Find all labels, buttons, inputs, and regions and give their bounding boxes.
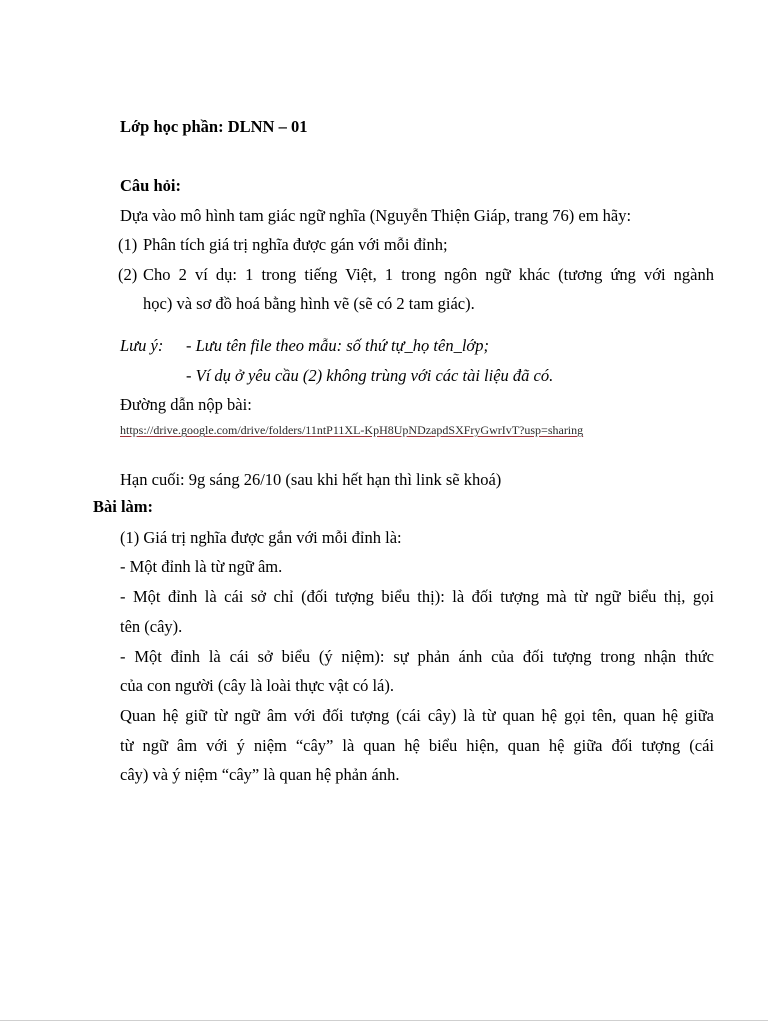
task-1-text: Phân tích giá trị nghĩa được gán với mỗi đỉnh; (143, 235, 448, 254)
class-title: Lớp học phần: DLNN – 01 (120, 117, 308, 136)
task-1-number: (1) (118, 235, 138, 254)
note-label: Lưu ý: (120, 336, 164, 355)
submit-label: Đường dẫn nộp bài: (120, 395, 252, 414)
answer-line: tên (cây). (120, 617, 183, 636)
answer-line: - Một đỉnh là cái sở chỉ (đối tượng biểu thị): là đối tượng mà từ ngữ biểu thị, gọi (120, 587, 714, 606)
note-item-2: - Ví dụ ở yêu cầu (2) không trùng với các tài liệu đã có. (186, 366, 554, 385)
page-bottom-divider (0, 1020, 768, 1021)
question-intro: Dựa vào mô hình tam giác ngữ nghĩa (Nguyễn Thiện Giáp, trang 76) em hãy: (120, 206, 632, 225)
submit-link[interactable]: https://drive.google.com/drive/folders/11ntP11XL-KpH8UpNDzapdSXFryGwrIvT?usp=sharing (120, 423, 584, 437)
question-heading: Câu hỏi: (120, 176, 181, 195)
answer-line: - Một đỉnh là cái sở biểu (ý niệm): sự phản ánh của đối tượng trong nhận thức (120, 647, 714, 666)
answer-intro: (1) Giá trị nghĩa được gắn với mỗi đỉnh là: (120, 528, 402, 547)
answer-line: từ ngữ âm với ý niệm “cây” là quan hệ biểu hiện, quan hệ giữa đối tượng (cái (120, 736, 714, 755)
answer-line: của con người (cây là loài thực vật có lá). (120, 676, 394, 695)
answer-line: Quan hệ giữ từ ngữ âm với đối tượng (cái cây) là từ quan hệ gọi tên, quan hệ giữa (120, 706, 714, 725)
note-item-1: - Lưu tên file theo mẫu: số thứ tự_họ tên_lớp; (186, 336, 489, 355)
task-2-text: Cho 2 ví dụ: 1 trong tiếng Việt, 1 trong ngôn ngữ khác (tương ứng với ngành (143, 265, 714, 284)
answer-line: - Một đỉnh là từ ngữ âm. (120, 557, 283, 576)
task-2-number: (2) (118, 265, 138, 284)
task-2-continuation: học) và sơ đồ hoá bằng hình vẽ (sẽ có 2 tam giác). (143, 294, 475, 313)
answer-line: cây) và ý niệm “cây” là quan hệ phản ánh. (120, 765, 400, 784)
answer-heading: Bài làm: (93, 497, 154, 516)
deadline-text: Hạn cuối: 9g sáng 26/10 (sau khi hết hạn thì link sẽ khoá) (120, 470, 502, 489)
